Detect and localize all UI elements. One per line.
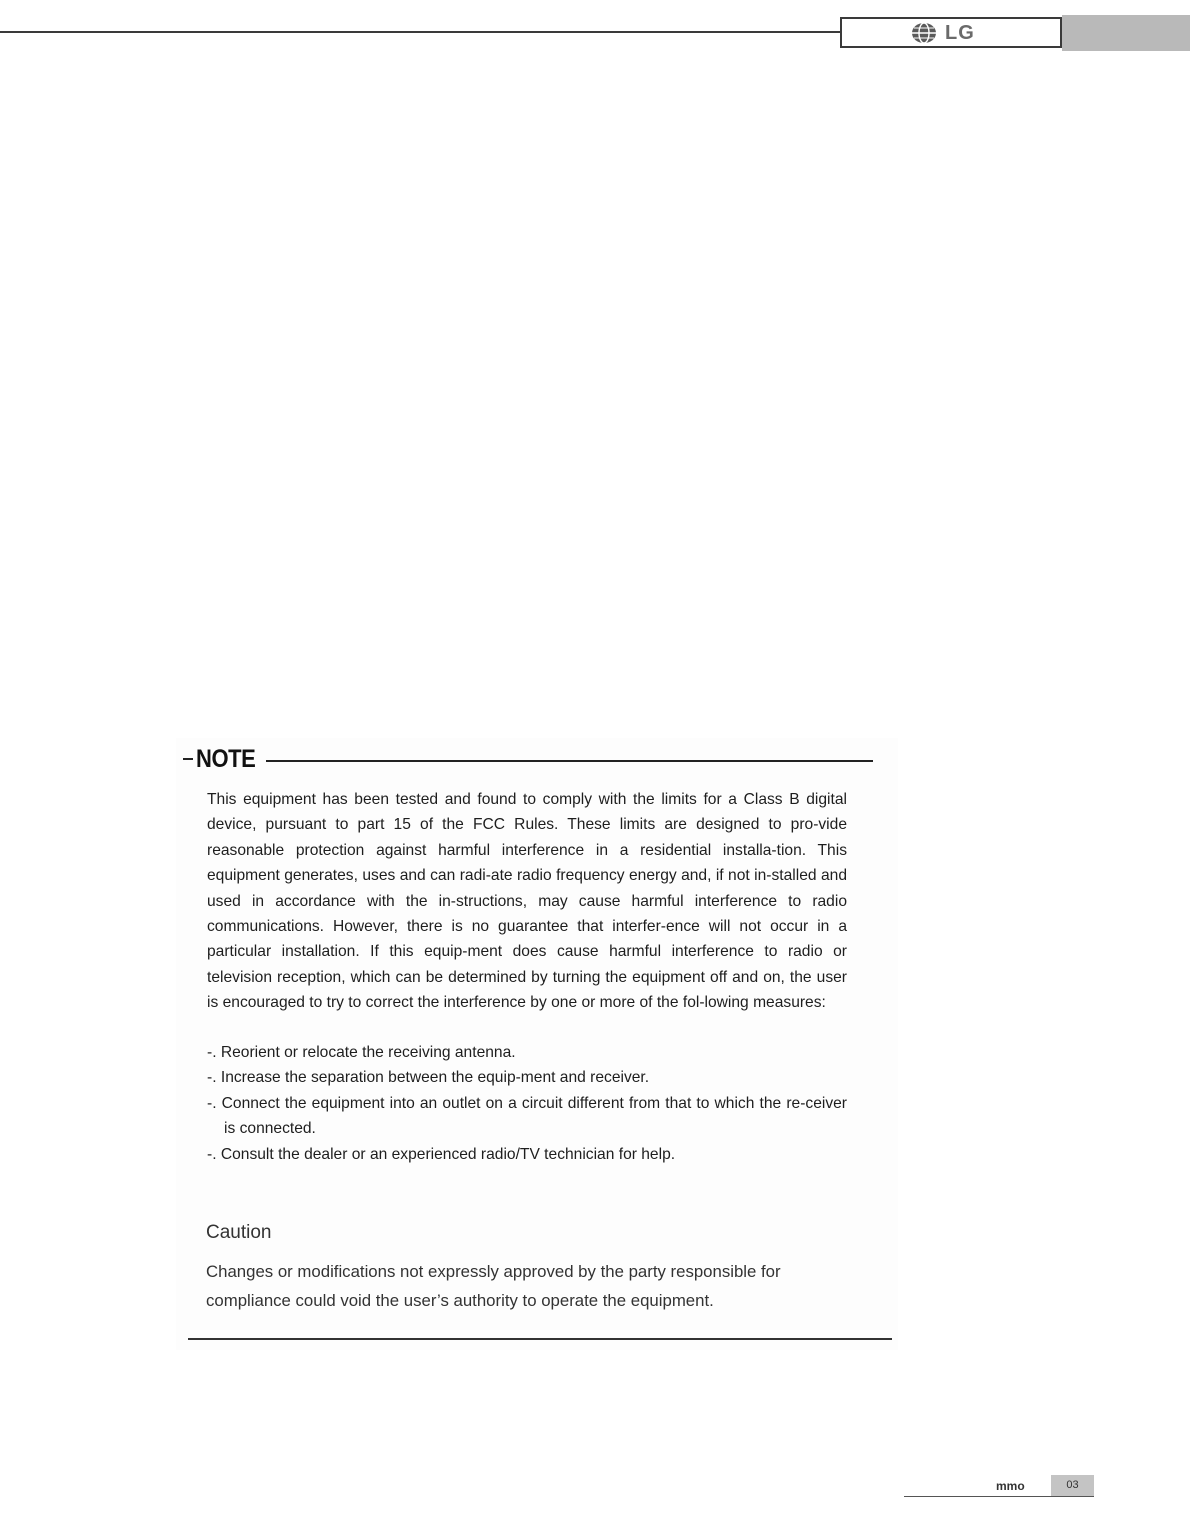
list-item: -. Connect the equipment into an outlet on a circuit different from that to which the re-ceiver is connected. [207,1094,847,1138]
brand-name: LG [945,22,975,44]
list-item: -. Increase the separation between the equip-ment and receiver. [207,1069,650,1087]
note-title: NOTE [196,745,256,773]
header-accent-bar [1062,15,1190,51]
note-bottom-rule [188,1338,892,1340]
note-heading-rule [266,760,873,762]
list-item: -. Consult the dealer or an experienced radio/TV technician for help. [207,1145,676,1163]
footer-rule [904,1496,1094,1497]
caution-text: Changes or modifications not expressly approved by the party responsible for compliance could void the user’s authority to operate the equipment. [206,1262,781,1310]
note-body: This equipment has been tested and found to comply with the limits for a Class B digital device, pursuant to part 15 of the FCC Rules. These limits are designed to pro-vide reasonable protection against harmful interference in a residential installa-tion. This equipment generates, uses and can radi-ate radio frequency energy and, if not in-stalled and used in accordance with the in-structions, may cause harmful interference to radio communications. However, there is no guarantee that interfer-ence will not occur in a particular installation. If this equip-ment does cause harmful interference to radio or television reception, which can be determined by turning the equipment off and on, the user is encouraged to try to correct the interference by one or more of the fol-lowing measures: [207,791,847,1012]
header-rule [0,31,842,33]
measures-list [207,1040,847,1167]
footer-label: mmo [996,1479,1025,1493]
caution-heading: Caution [206,1222,272,1243]
brand-logo [911,22,975,44]
lg-globe-logo-icon [911,22,939,44]
note-heading-dash [183,758,193,760]
page-number: 03 [1051,1475,1094,1496]
list-item: -. Reorient or relocate the receiving antenna. [207,1044,516,1061]
note-heading [183,744,263,774]
